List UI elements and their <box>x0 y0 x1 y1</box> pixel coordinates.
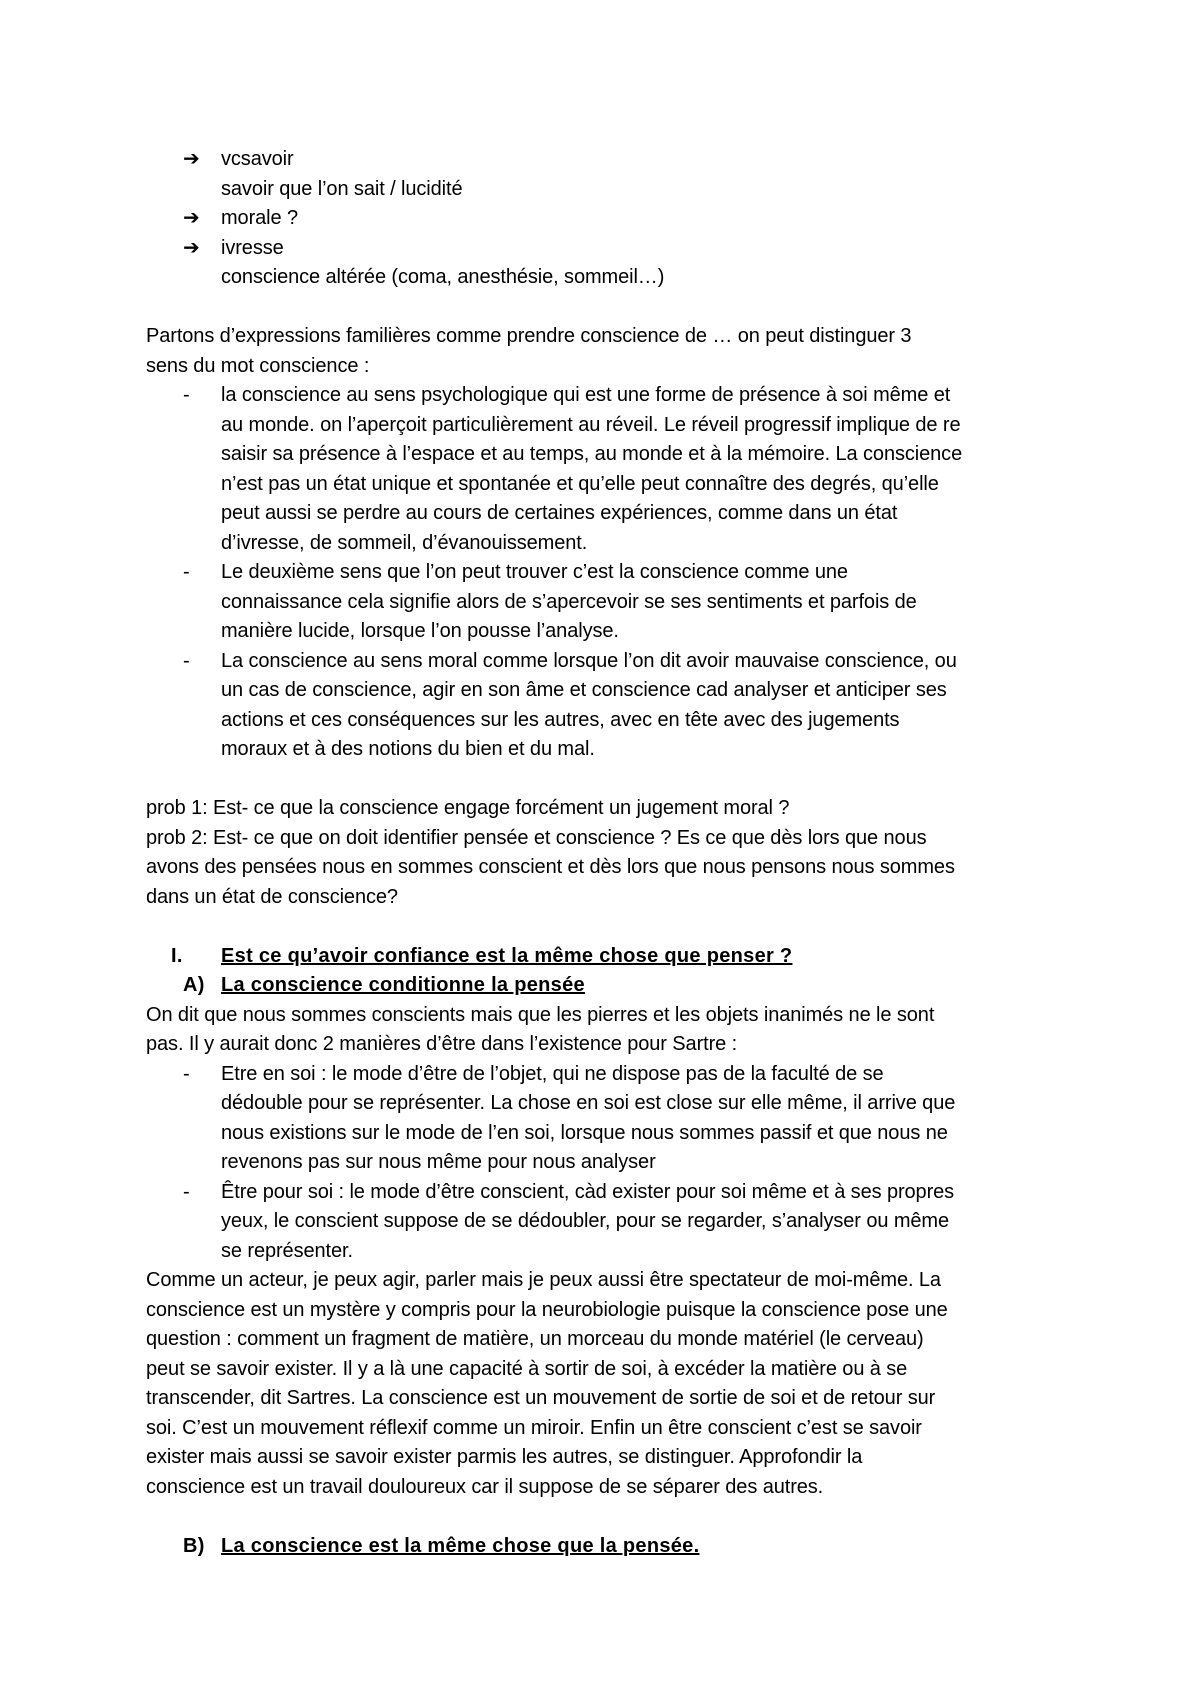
document-body <box>146 145 1066 1561</box>
paragraph-line: Partons d’expressions familières comme prendre conscience de … on peut distinguer 3 <box>146 325 912 347</box>
dash-bullet: - <box>183 384 190 406</box>
list-item-line: La conscience au sens moral comme lorsque l’on dit avoir mauvaise conscience, ou <box>221 649 957 672</box>
section-title: Est ce qu’avoir confiance est la même chose que penser ? <box>221 944 793 967</box>
paragraph-line: On dit que nous sommes conscients mais que les pierres et les objets inanimés ne le sont <box>146 1003 935 1026</box>
list-item-line: d’ivresse, de sommeil, d’évanouissement. <box>221 531 588 554</box>
arrow-item-vcsavoir <box>146 145 1066 175</box>
paragraph-line: Comme un acteur, je peux agir, parler mais je peux aussi être spectateur de moi-même. La <box>146 1269 941 1291</box>
paragraph-line: sens du mot conscience : <box>146 354 370 377</box>
arrow-right-icon: ➔ <box>183 236 200 259</box>
closing-paragraph <box>146 1266 1066 1502</box>
arrow-item-label: morale ? <box>221 207 299 229</box>
paragraph-line: conscience est un mystère y compris pour la neurobiologie puisque la conscience pose une <box>146 1298 948 1321</box>
list-item-line: dédouble pour se représenter. La chose en soi est close sur elle même, il arrive que <box>221 1092 956 1114</box>
list-item-line: un cas de conscience, agir en son âme et conscience cad analyser et anticiper ses <box>221 679 947 701</box>
list-item-line: peut aussi se perdre au cours de certaines expériences, comme dans un état <box>221 502 898 524</box>
arrow-item-ivresse <box>146 234 1066 264</box>
section-number: I. <box>171 944 183 967</box>
list-item-line: yeux, le conscient suppose de se dédoubler, pour se regarder, s’analyser ou même <box>221 1210 949 1232</box>
dash-bullet: - <box>183 1180 190 1203</box>
section-heading-1 <box>146 942 1066 972</box>
paragraph-line: exister mais aussi se savoir exister parmis les autres, se distinguer. Approfondir la <box>146 1446 863 1468</box>
arrow-list <box>146 145 1066 293</box>
list-item-line: connaissance cela signifie alors de s’apercevoir se ses sentiments et parfois de <box>221 590 917 613</box>
list-item-line: n’est pas un état unique et spontanée et qu’elle peut connaître des degrés, qu’elle <box>221 472 939 495</box>
list-item-line: la conscience au sens psychologique qui est une forme de présence à soi même et <box>221 384 951 406</box>
list-item-line: Être pour soi : le mode d’être conscient, càd exister pour soi même et à ses propres <box>221 1180 955 1203</box>
arrow-right-icon: ➔ <box>183 148 200 170</box>
list-item-line: revenons pas sur nous même pour nous analyser <box>221 1151 656 1173</box>
list-item-line: nous existions sur le mode de l’en soi, lorsque nous sommes passif et que nous ne <box>221 1121 948 1144</box>
paragraph-line: conscience est un travail douloureux car il suppose de se séparer des autres. <box>146 1475 824 1498</box>
paragraph-line: peut se savoir exister. Il y a là une capacité à sortir de soi, à excéder la matière ou à se <box>146 1357 908 1380</box>
list-item-line: manière lucide, lorsque l’on pousse l’analyse. <box>221 620 619 642</box>
list-item-line: au monde. on l’aperçoit particulièrement au réveil. Le réveil progressif implique de re <box>221 413 961 436</box>
dash-bullet: - <box>183 1062 190 1085</box>
arrow-item-label: vcsavoir <box>221 148 294 170</box>
dash-bullet: - <box>183 649 190 672</box>
list-item-line: saisir sa présence à l’espace et au temps, au monde et à la mémoire. La conscience <box>221 443 963 465</box>
arrow-item-morale <box>146 204 1066 234</box>
subsection-heading-a <box>146 971 1066 1001</box>
intro-paragraph <box>146 322 1066 381</box>
arrow-item-sub: conscience altérée (coma, anesthésie, sommeil…) <box>221 266 665 288</box>
dash-bullet: - <box>183 561 190 583</box>
list-item <box>146 381 1066 558</box>
paragraph-line: pas. Il y aurait donc 2 manières d’être dans l’existence pour Sartre : <box>146 1033 738 1055</box>
arrow-item-sub: savoir que l’on sait / lucidité <box>221 177 463 200</box>
problems-paragraph <box>146 794 1066 912</box>
paragraph-line: question : comment un fragment de matière, un morceau du monde matériel (le cerveau) <box>146 1328 924 1350</box>
list-item-line: moraux et à des notions du bien et du mal. <box>221 738 595 760</box>
arrow-right-icon: ➔ <box>183 207 200 229</box>
list-item-line: Etre en soi : le mode d’être de l’objet, qui ne dispose pas de la faculté de se <box>221 1062 884 1085</box>
subsection-number: B) <box>183 1534 205 1557</box>
paragraph-line: prob 1: Est- ce que la conscience engage forcément un jugement moral ? <box>146 797 790 819</box>
modes-list <box>146 1060 1066 1267</box>
subsection-title: La conscience est la même chose que la pensée. <box>221 1534 700 1557</box>
paragraph-line: transcender, dit Sartres. La conscience est un mouvement de sortie de soi et de retour sur <box>146 1387 936 1409</box>
subsection-number: A) <box>183 974 205 996</box>
arrow-item-label: ivresse <box>221 236 284 259</box>
list-item <box>146 647 1066 765</box>
list-item-line: actions et ces conséquences sur les autres, avec en tête avec des jugements <box>221 708 900 731</box>
paragraph-line: prob 2: Est- ce que on doit identifier pensée et conscience ? Es ce que dès lors que nous <box>146 826 927 849</box>
list-item <box>146 1178 1066 1267</box>
list-item-line: Le deuxième sens que l’on peut trouver c’est la conscience comme une <box>221 561 848 583</box>
list-item <box>146 558 1066 647</box>
paragraph-line: dans un état de conscience? <box>146 885 398 908</box>
subsection-title: La conscience conditionne la pensée <box>221 974 585 996</box>
list-item-line: se représenter. <box>221 1239 353 1262</box>
paragraph-line: soi. C’est un mouvement réflexif comme un miroir. Enfin un être conscient c’est se savoir <box>146 1416 922 1439</box>
senses-list <box>146 381 1066 765</box>
paragraph-line: avons des pensées nous en sommes conscient et dès lors que nous pensons nous sommes <box>146 856 955 878</box>
sartre-paragraph <box>146 1001 1066 1060</box>
subsection-heading-b <box>146 1532 1066 1562</box>
list-item <box>146 1060 1066 1178</box>
